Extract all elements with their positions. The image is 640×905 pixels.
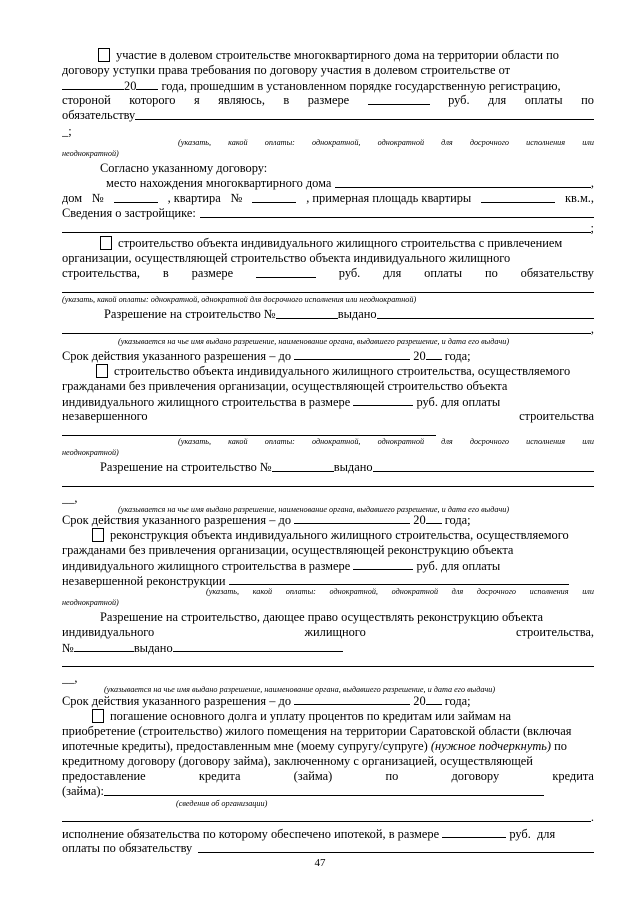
p5-line1: погашение основного долга и уплату процентов по кредитам или займам на [62, 709, 594, 724]
note1b-repeat: неоднократной) [62, 448, 119, 457]
p1-line5: обязательству [62, 108, 594, 123]
note1-repeat2: (указать, какой оплаты: однократной, однократной для досрочного исполнения или [206, 587, 594, 596]
p5-line6: (займа): [62, 784, 594, 799]
permit2-line3: __, [62, 491, 78, 505]
page-number: 47 [314, 857, 326, 869]
note1-repeat: (указать, какой оплаты: однократной, однократной для досрочного исполнения или [178, 437, 594, 446]
p1-line4: стороной которого я являюсь, в размере руб. для оплаты по [62, 93, 594, 107]
note3-repeat2: (указывается на чье имя выдано разрешение, наименование органа, выдавшего разрешение, и дата его выдачи) [104, 685, 496, 694]
term1: Срок действия указанного разрешения – до 20 года; [62, 349, 471, 363]
permit3-line4 [62, 655, 594, 671]
p4-line2: гражданами без привлечения организации, осуществляющей реконструкцию объекта [62, 543, 514, 557]
note3-repeat: (указывается на чье имя выдано разрешение, наименование органа, выдавшего разрешение, и дата его выдачи) [118, 505, 510, 514]
agreement-intro: Согласно указанному договору: [100, 161, 268, 175]
permit3-line5: __, [62, 671, 78, 685]
p5-line3: ипотечные кредиты), предоставленным мне (моему супругу/супруге) (нужное подчеркнуть) по [62, 739, 567, 753]
p3-line4: незавершенного строительства [62, 409, 594, 423]
org-info-note: (сведения об организации) [176, 799, 268, 808]
note1b: неоднократной) [62, 149, 119, 158]
permit2: Разрешение на строительство № выдано [62, 460, 594, 475]
note1: (указать, какой оплаты: однократной, однократной для досрочного исполнения или [178, 138, 594, 147]
p1-line6: _; [62, 124, 72, 138]
permit3: Разрешение на строительство, дающее право осуществлять реконструкцию объекта [100, 610, 543, 624]
p1-line3: 20 года, прошедшим в установленном порядке государственную регистрацию, [62, 78, 594, 94]
p2-line1: строительство объекта индивидуального жилищного строительства с привлечением [62, 236, 594, 251]
note2: (указать, какой оплаты: однократной, однократной для досрочного исполнения или неоднократной) [62, 295, 417, 304]
p5-line7: . [62, 810, 594, 825]
p5-line5: предоставление кредита (займа) по договору кредита [62, 769, 594, 783]
p1-line1: участие в долевом строительстве многоквартирного дома на территории области по [62, 48, 594, 63]
term2: Срок действия указанного разрешения – до 20 года; [62, 513, 471, 527]
p2-line3: строительства, в размере руб. для оплаты по обязательству [62, 266, 594, 280]
note3: (указывается на чье имя выдано разрешение, наименование органа, выдавшего разрешение, и дата его выдачи) [118, 337, 510, 346]
checkbox[interactable] [92, 709, 104, 723]
agreement-apartment: дом № , квартира № , примерная площадь квартиры кв.м., [62, 191, 594, 205]
checkbox[interactable] [98, 48, 110, 62]
term3: Срок действия указанного разрешения – до 20 года; [62, 694, 471, 708]
developer-line2: ; [62, 221, 594, 236]
p2-line2: организации, осуществляющей строительство объекта индивидуального жилищного [62, 251, 511, 265]
permit1: Разрешение на строительство № выдано [62, 307, 594, 322]
p2-line4 [62, 281, 594, 293]
p4-line3: индивидуального жилищного строительства в размере руб. для оплаты [62, 559, 501, 573]
p1-line2: договору уступки права требования по договору участия в долевом строительстве от [62, 63, 511, 77]
agreement-location: место нахождения многоквартирного дома , [106, 176, 594, 190]
p4-line1: реконструкция объекта индивидуального жилищного строительства, осуществляемого [62, 528, 594, 543]
checkbox[interactable] [92, 528, 104, 542]
permit3-line2: индивидуального жилищного строительства, [62, 625, 594, 639]
permit3-line3: № выдано [62, 640, 594, 656]
note1b-repeat2: неоднократной) [62, 598, 119, 607]
p3-line1: строительство объекта индивидуального жилищного строительства, осуществляемого [62, 364, 594, 379]
permit2-line2 [62, 475, 594, 491]
p3-line2: гражданами без привлечения организации, осуществляющей строительство объекта [62, 379, 508, 393]
permit1-line2: , [62, 322, 594, 337]
p5-line8: исполнение обязательства по которому обеспечено ипотекой, в размере руб. для [62, 827, 556, 841]
p4-line4: незавершенной реконструкции [62, 573, 594, 589]
p5-line2: приобретение (строительство) жилого помещения на территории Саратовской области (включая [62, 724, 572, 738]
p3-line3: индивидуального жилищного строительства в размере руб. для оплаты [62, 395, 501, 409]
developer-info: Сведения о застройщике: [62, 206, 594, 221]
checkbox[interactable] [100, 236, 112, 250]
p5-line4: кредитному договору (договору займа), заключенному с организацией, осуществляющей [62, 754, 533, 768]
p5-line9: оплаты по обязательству [62, 841, 594, 856]
checkbox[interactable] [96, 364, 108, 378]
